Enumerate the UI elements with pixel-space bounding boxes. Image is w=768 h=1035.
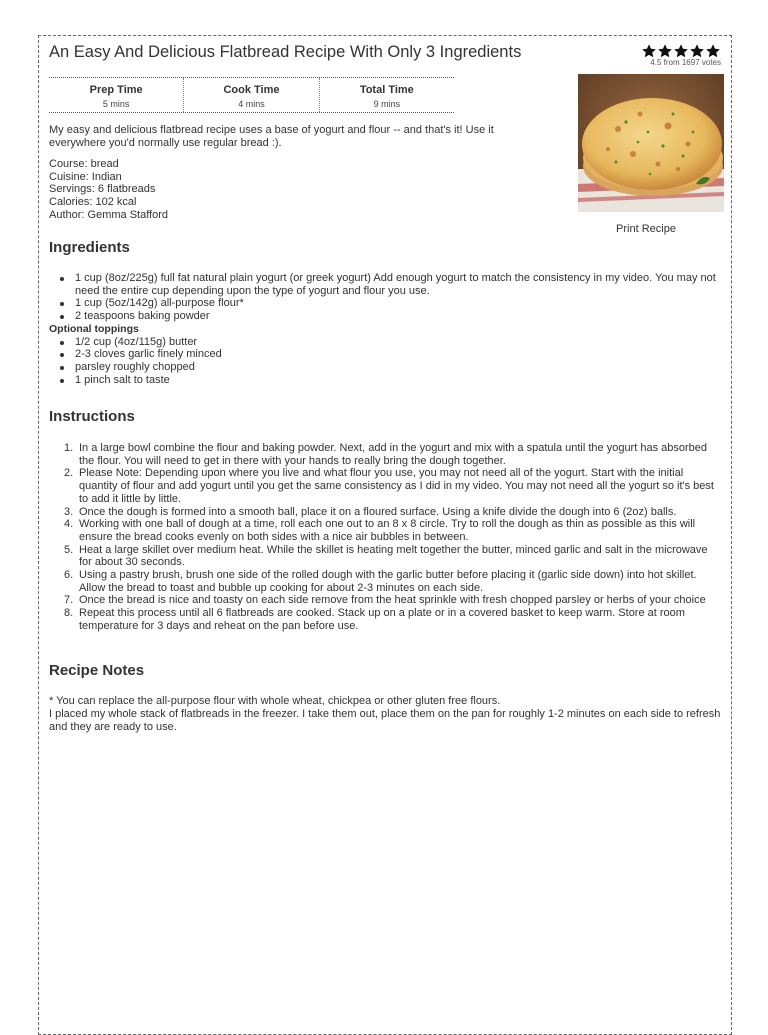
list-item: 1 cup (8oz/225g) full fat natural plain yogurt (or greek yogurt) Add enough yogurt to match the consistency in my video. You may not need the entire cup depending upon the type of yogurt and flour you use. bbox=[49, 272, 719, 297]
list-item: 1/2 cup (4oz/115g) butter bbox=[49, 336, 719, 349]
list-item: 1 pinch salt to taste bbox=[49, 374, 719, 387]
list-item: 2 teaspoons baking powder bbox=[49, 310, 719, 323]
recipe-summary: My easy and delicious flatbread recipe uses a base of yogurt and flour -- and that's it! Use it everywhere you'd normally use regular bread :). bbox=[49, 124, 494, 149]
star-icon[interactable] bbox=[673, 43, 689, 59]
meta-servings: Servings: 6 flatbreads bbox=[49, 183, 156, 196]
prep-time bbox=[49, 78, 183, 112]
rating-stars[interactable] bbox=[641, 43, 721, 59]
note-line: * You can replace the all-purpose flour with whole wheat, chickpea or other gluten free flours. bbox=[49, 695, 501, 707]
print-recipe-link[interactable]: Print Recipe bbox=[616, 223, 676, 235]
flatbread-photo bbox=[578, 74, 724, 212]
list-item: parsley roughly chopped bbox=[49, 361, 719, 374]
rating[interactable] bbox=[641, 43, 721, 67]
time-label: Total Time bbox=[359, 84, 414, 96]
recipe-times bbox=[49, 77, 454, 113]
star-icon[interactable] bbox=[657, 43, 673, 59]
time-value: 9 mins bbox=[373, 99, 401, 109]
ingredients-list bbox=[49, 272, 719, 386]
meta-course: Course: bread bbox=[49, 158, 119, 170]
meta-cuisine: Cuisine: Indian bbox=[49, 170, 122, 183]
ingredient-group-name: Optional toppings bbox=[49, 322, 139, 335]
list-item: 3. Once the dough is formed into a smooth ball, place it on a floured surface. Using a knife divide the dough into 6 (2oz) balls. bbox=[64, 505, 677, 518]
list-item: 1. In a large bowl combine the flour and baking powder. Next, add in the yogurt and mix with a spatula until the yogurt has absorbed the flour. You will need to get in there with your hands to really bring the dough together. bbox=[64, 442, 707, 467]
list-item: 6. Using a pastry brush, brush one side of the rolled dough with the garlic butter before placing it (garlic side down) into hot skillet. Allow the bread to toast and bubble up cooking for about 2-3 minutes on each side. bbox=[64, 569, 697, 594]
total-time bbox=[319, 78, 454, 112]
meta-author: Author: Gemma Stafford bbox=[49, 208, 169, 221]
ingredients-heading: Ingredients bbox=[49, 239, 130, 256]
meta-calories: Calories: 102 kcal bbox=[49, 196, 137, 209]
recipe-notes bbox=[49, 695, 725, 734]
list-item: 2-3 cloves garlic finely minced bbox=[49, 348, 719, 361]
instructions-heading: Instructions bbox=[49, 408, 135, 425]
recipe-card bbox=[38, 35, 732, 1035]
recipe-image bbox=[578, 74, 724, 212]
star-icon[interactable] bbox=[641, 43, 657, 59]
instructions-list bbox=[49, 442, 721, 633]
time-label: Prep Time bbox=[89, 84, 143, 96]
list-item: 7. Once the bread is nice and toasty on each side remove from the heat sprinkle with fresh chopped parsley or herbs of your choice bbox=[64, 594, 706, 607]
list-item: 2. Please Note: Depending upon where you live and what flour you use, you may not need all of the yogurt. Start with the initial quantity of flour and add yogurt until you get the same consistency as I did in my video. You may not need all the yogurt so it's best to add it little by little. bbox=[64, 467, 714, 505]
list-item: 8. Repeat this process until all 6 flatbreads are cooked. Stack up on a plate or in a covered basket to keep warm. Store at room temperature for 3 days and reheat on the pan before use. bbox=[64, 607, 685, 632]
list-item: 1 cup (5oz/142g) all-purpose flour* bbox=[49, 297, 719, 310]
star-icon[interactable] bbox=[705, 43, 721, 59]
cook-time bbox=[183, 78, 318, 112]
time-label: Cook Time bbox=[223, 84, 280, 96]
recipe-meta bbox=[49, 158, 168, 222]
time-value: 5 mins bbox=[102, 99, 130, 109]
time-value: 4 mins bbox=[238, 99, 265, 109]
list-item: 5. Heat a large skillet over medium heat. While the skillet is heating melt together the butter, minced garlic and salt in the microwave for about 30 seconds. bbox=[64, 543, 708, 569]
recipe-title: An Easy And Delicious Flatbread Recipe With Only 3 Ingredients bbox=[49, 43, 522, 61]
list-item: 4. Working with one ball of dough at a time, roll each one out to an 8 x 8 circle. Try to roll the dough as thin as possible as this will ensure the bread cooks evenly on both sides with a nice air bubbles in between. bbox=[64, 518, 696, 543]
star-icon[interactable] bbox=[689, 43, 705, 59]
note-line: I placed my whole stack of flatbreads in the freezer. I take them out, place them on the pan for roughly 1-2 minutes on each side to refresh and they are ready to use. bbox=[49, 708, 721, 733]
recipe-notes-heading: Recipe Notes bbox=[49, 662, 145, 679]
rating-votes: 4.5 from 1697 votes bbox=[650, 58, 721, 67]
